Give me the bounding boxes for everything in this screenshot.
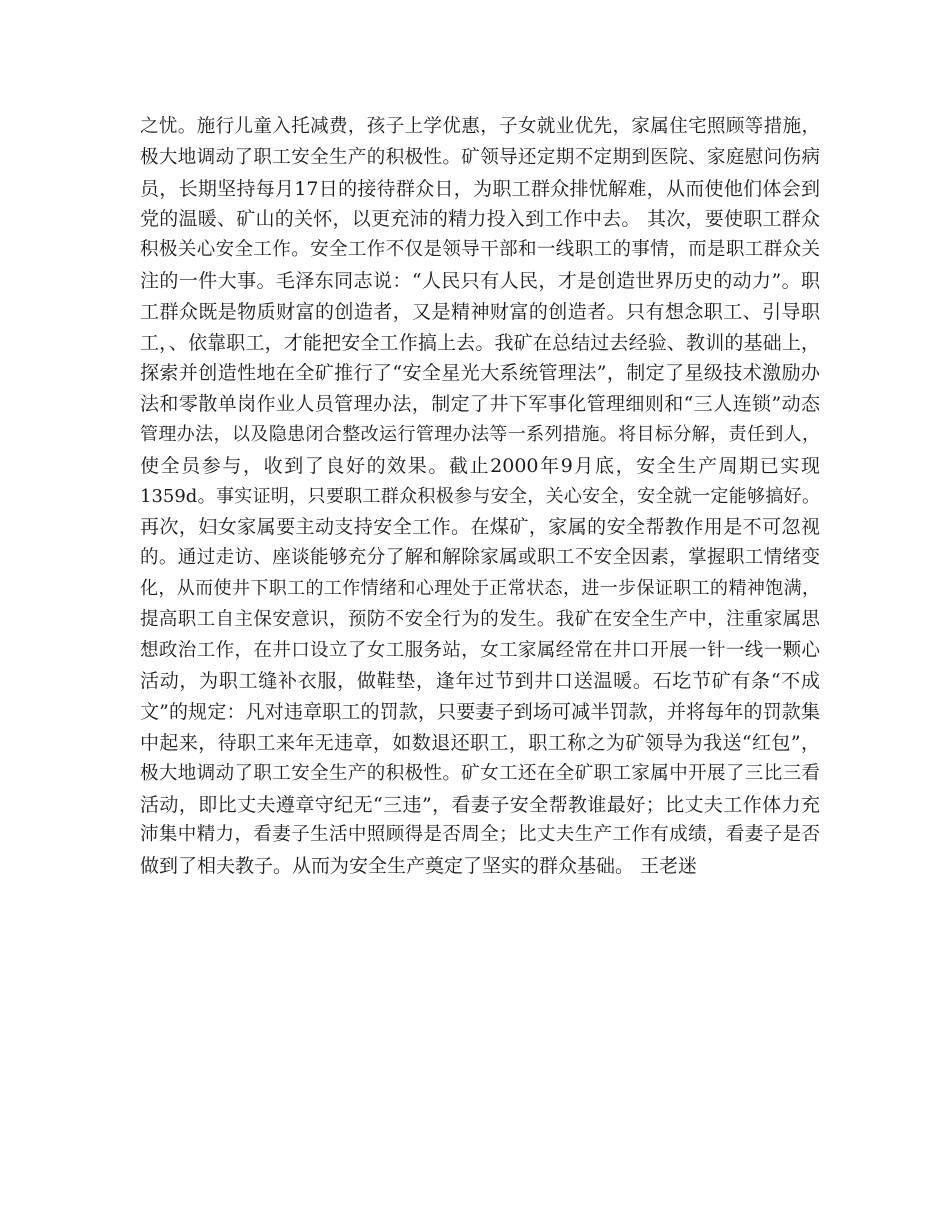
text-line: 使全员参与，收到了良好的效果。截止2000年9月底，安全生产周期已实现: [140, 454, 820, 477]
text-line-signature: 做到了相夫教子。从而为安全生产奠定了坚实的群众基础。 王老迷: [140, 855, 698, 878]
text-line: 极大地调动了职工安全生产的积极性。矿领导还定期不定期到医院、家庭慰问伤病: [140, 146, 820, 168]
text-line: 1359d。事实证明，只要职工群众积极参与安全，关心安全，安全就一定能够搞好。: [140, 485, 820, 507]
text-line: 极大地调动了职工安全生产的积极性。矿女工还在全矿职工家属中开展了三比三看: [140, 762, 820, 784]
text-line: 工群众既是物质财富的创造者，又是精神财富的创造者。只有想念职工、引导职: [140, 300, 820, 323]
text-line: 的。通过走访、座谈能够充分了解和解除家属或职工不安全因素，掌握职工情绪变: [140, 547, 820, 569]
text-line: 中起来，待职工来年无违章，如数退还职工，职工称之为矿领导为我送“红包”，: [140, 731, 820, 754]
text-line: 员，长期坚持每月17日的接待群众日，为职工群众排忧解难，从而使他们体会到: [140, 177, 820, 200]
text-line: 党的温暖、矿山的关怀，以更充沛的精力投入到工作中去。 其次，要使职工群众: [140, 208, 820, 231]
text-line: 提高职工自主保安意识，预防不安全行为的发生。我矿在安全生产中，注重家属思: [140, 608, 820, 630]
text-line: 管理办法，以及隐患闭合整改运行管理办法等一系列措施。将目标分解，责任到人，: [140, 423, 820, 445]
text-line: 探索并创造性地在全矿推行了“安全星光大系统管理法”，制定了星级技术激励办: [140, 362, 820, 385]
text-line: 活动，即比丈夫遵章守纪无“三违”，看妻子安全帮教谁最好；比丈夫工作体力充: [140, 793, 820, 816]
text-line: 注的一件大事。毛泽东同志说：“人民只有人民，才是创造世界历史的动力”。职: [140, 269, 820, 292]
text-line: 沛集中精力，看妻子生活中照顾得是否周全；比丈夫生产工作有成绩，看妻子是否: [140, 824, 820, 846]
text-line: 活动，为职工缝补衣服，做鞋垫，逢年过节到井口送温暖。石圪节矿有条“不成: [140, 670, 820, 693]
text-line: 工，、依靠职工，才能把安全工作搞上去。我矿在总结过去经验、教训的基础上，: [140, 331, 820, 354]
body-text: [140, 112, 820, 882]
text-line: 文”的规定：凡对违章职工的罚款，只要妻子到场可减半罚款，并将每年的罚款集: [140, 701, 820, 724]
text-line: 法和零散单岗作业人员管理办法，制定了井下军事化管理细则和“三人连锁”动态: [140, 393, 820, 416]
text-line: 想政治工作，在井口设立了女工服务站，女工家属经常在井口开展一针一线一颗心: [140, 639, 820, 661]
text-line: 化，从而使井下职工的工作情绪和心理处于正常状态，进一步保证职工的精神饱满，: [140, 577, 820, 599]
text-line: 之忧。施行儿童入托减费，孩子上学优惠，子女就业优先，家属住宅照顾等措施，: [140, 116, 820, 137]
text-line: 积极关心安全工作。安全工作不仅是领导干部和一线职工的事情，而是职工群众关: [140, 239, 820, 261]
text-line: 再次，妇女家属要主动支持安全工作。在煤矿，家属的安全帮教作用是不可忽视: [140, 516, 820, 539]
